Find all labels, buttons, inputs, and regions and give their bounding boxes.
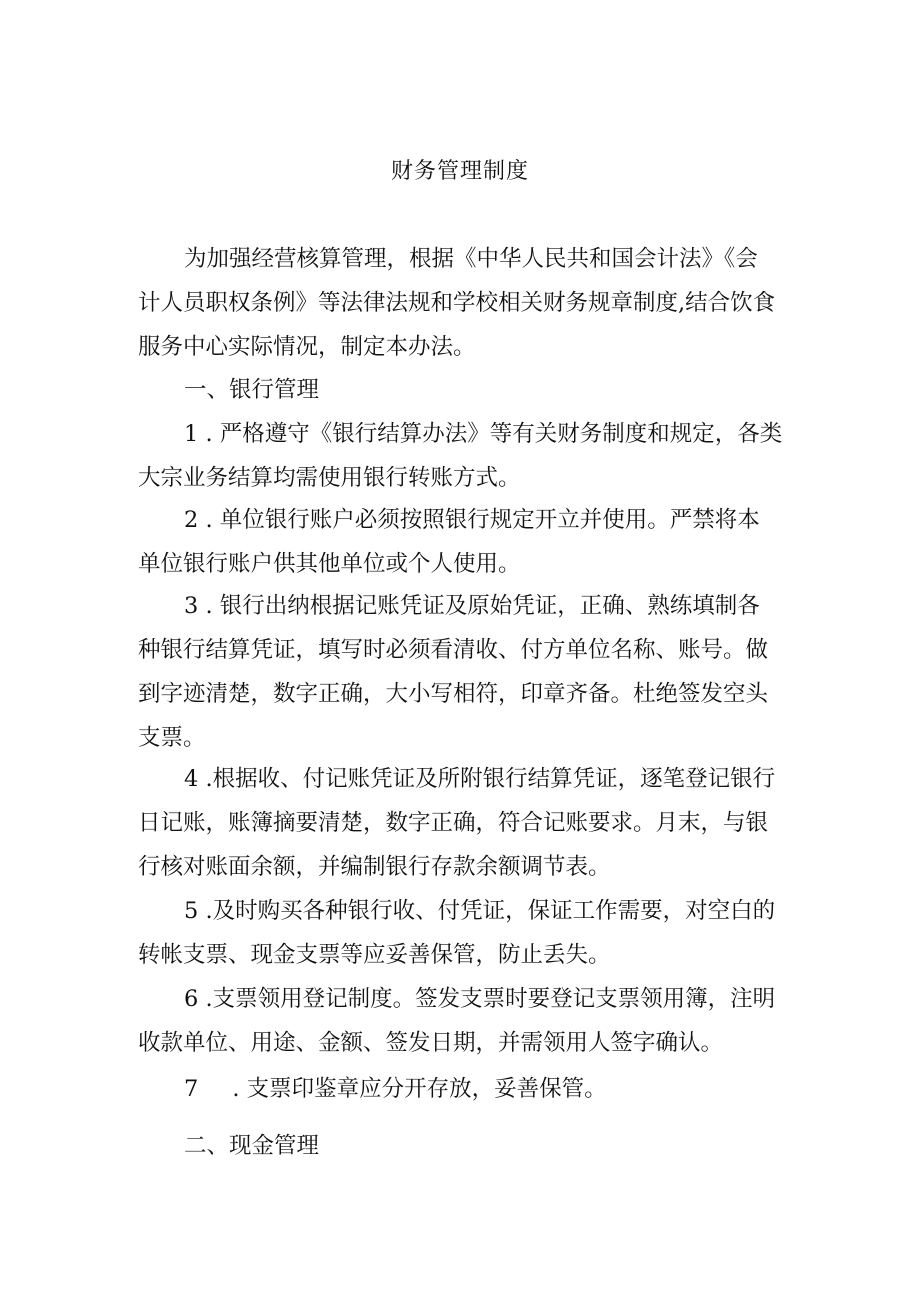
item-line: 转帐支票、现金支票等应妥善保管，防止丢失。 [138,942,611,968]
document-title: 财务管理制度 [390,159,529,184]
item-line: 收款单位、用途、金额、签发日期，并需领用人签字确认。 [138,1030,724,1056]
item-line: 种银行结算凭证，填写时必须看清收、付方单位名称、账号。做 [138,637,769,663]
bank-item-2 [138,498,790,586]
intro-paragraph [138,237,790,369]
bank-item-3 [138,584,790,760]
item-line: 2 . 单位银行账户必须按照银行规定开立并使用。严禁将本 [184,507,760,533]
intro-line: 计人员职权条例》等法律法规和学校相关财务规章制度,结合饮食 [138,290,776,316]
item-line: 6 .支票领用登记制度。签发支票时要登记支票领用簿，注明 [184,986,776,1012]
item-text: . 支票印鉴章应分开存放，妥善保管。 [232,1076,607,1102]
item-line: 支票。 [138,725,206,751]
item-line: 1 . 严格遵守《银行结算办法》等有关财务制度和规定，各类 [184,421,783,447]
item-line: 单位银行账户供其他单位或个人使用。 [138,551,521,577]
section-heading-bank: 一、银行管理 [184,377,320,403]
intro-line: 为加强经营核算管理，根据《中华人民共和国会计法》《会 [184,246,758,272]
section-heading-cash: 二、现金管理 [184,1133,320,1159]
item-line: 大宗业务结算均需使用银行转账方式。 [138,465,521,491]
bank-item-4 [138,757,790,889]
item-number: 7 [184,1076,199,1102]
bank-item-1 [138,412,790,500]
bank-item-6 [138,977,790,1065]
bank-item-7 [184,1067,607,1111]
item-line: 4 .根据收、付记账凭证及所附银行结算凭证，逐笔登记银行 [184,766,776,792]
item-line: 3 . 银行出纳根据记账凭证及原始凭证，正确、熟练填制各 [184,593,760,619]
item-line: 日记账，账簿摘要清楚，数字正确，符合记账要求。月末，与银 [138,810,769,836]
item-line: 到字迹清楚，数字正确，大小写相符，印章齐备。杜绝签发空头 [138,681,769,707]
intro-line: 服务中心实际情况，制定本办法。 [138,334,476,360]
item-line: 5 .及时购买各种银行收、付凭证，保证工作需要，对空白的 [184,898,776,924]
item-line: 行核对账面余额，并编制银行存款余额调节表。 [138,854,611,880]
bank-item-5 [138,889,790,977]
